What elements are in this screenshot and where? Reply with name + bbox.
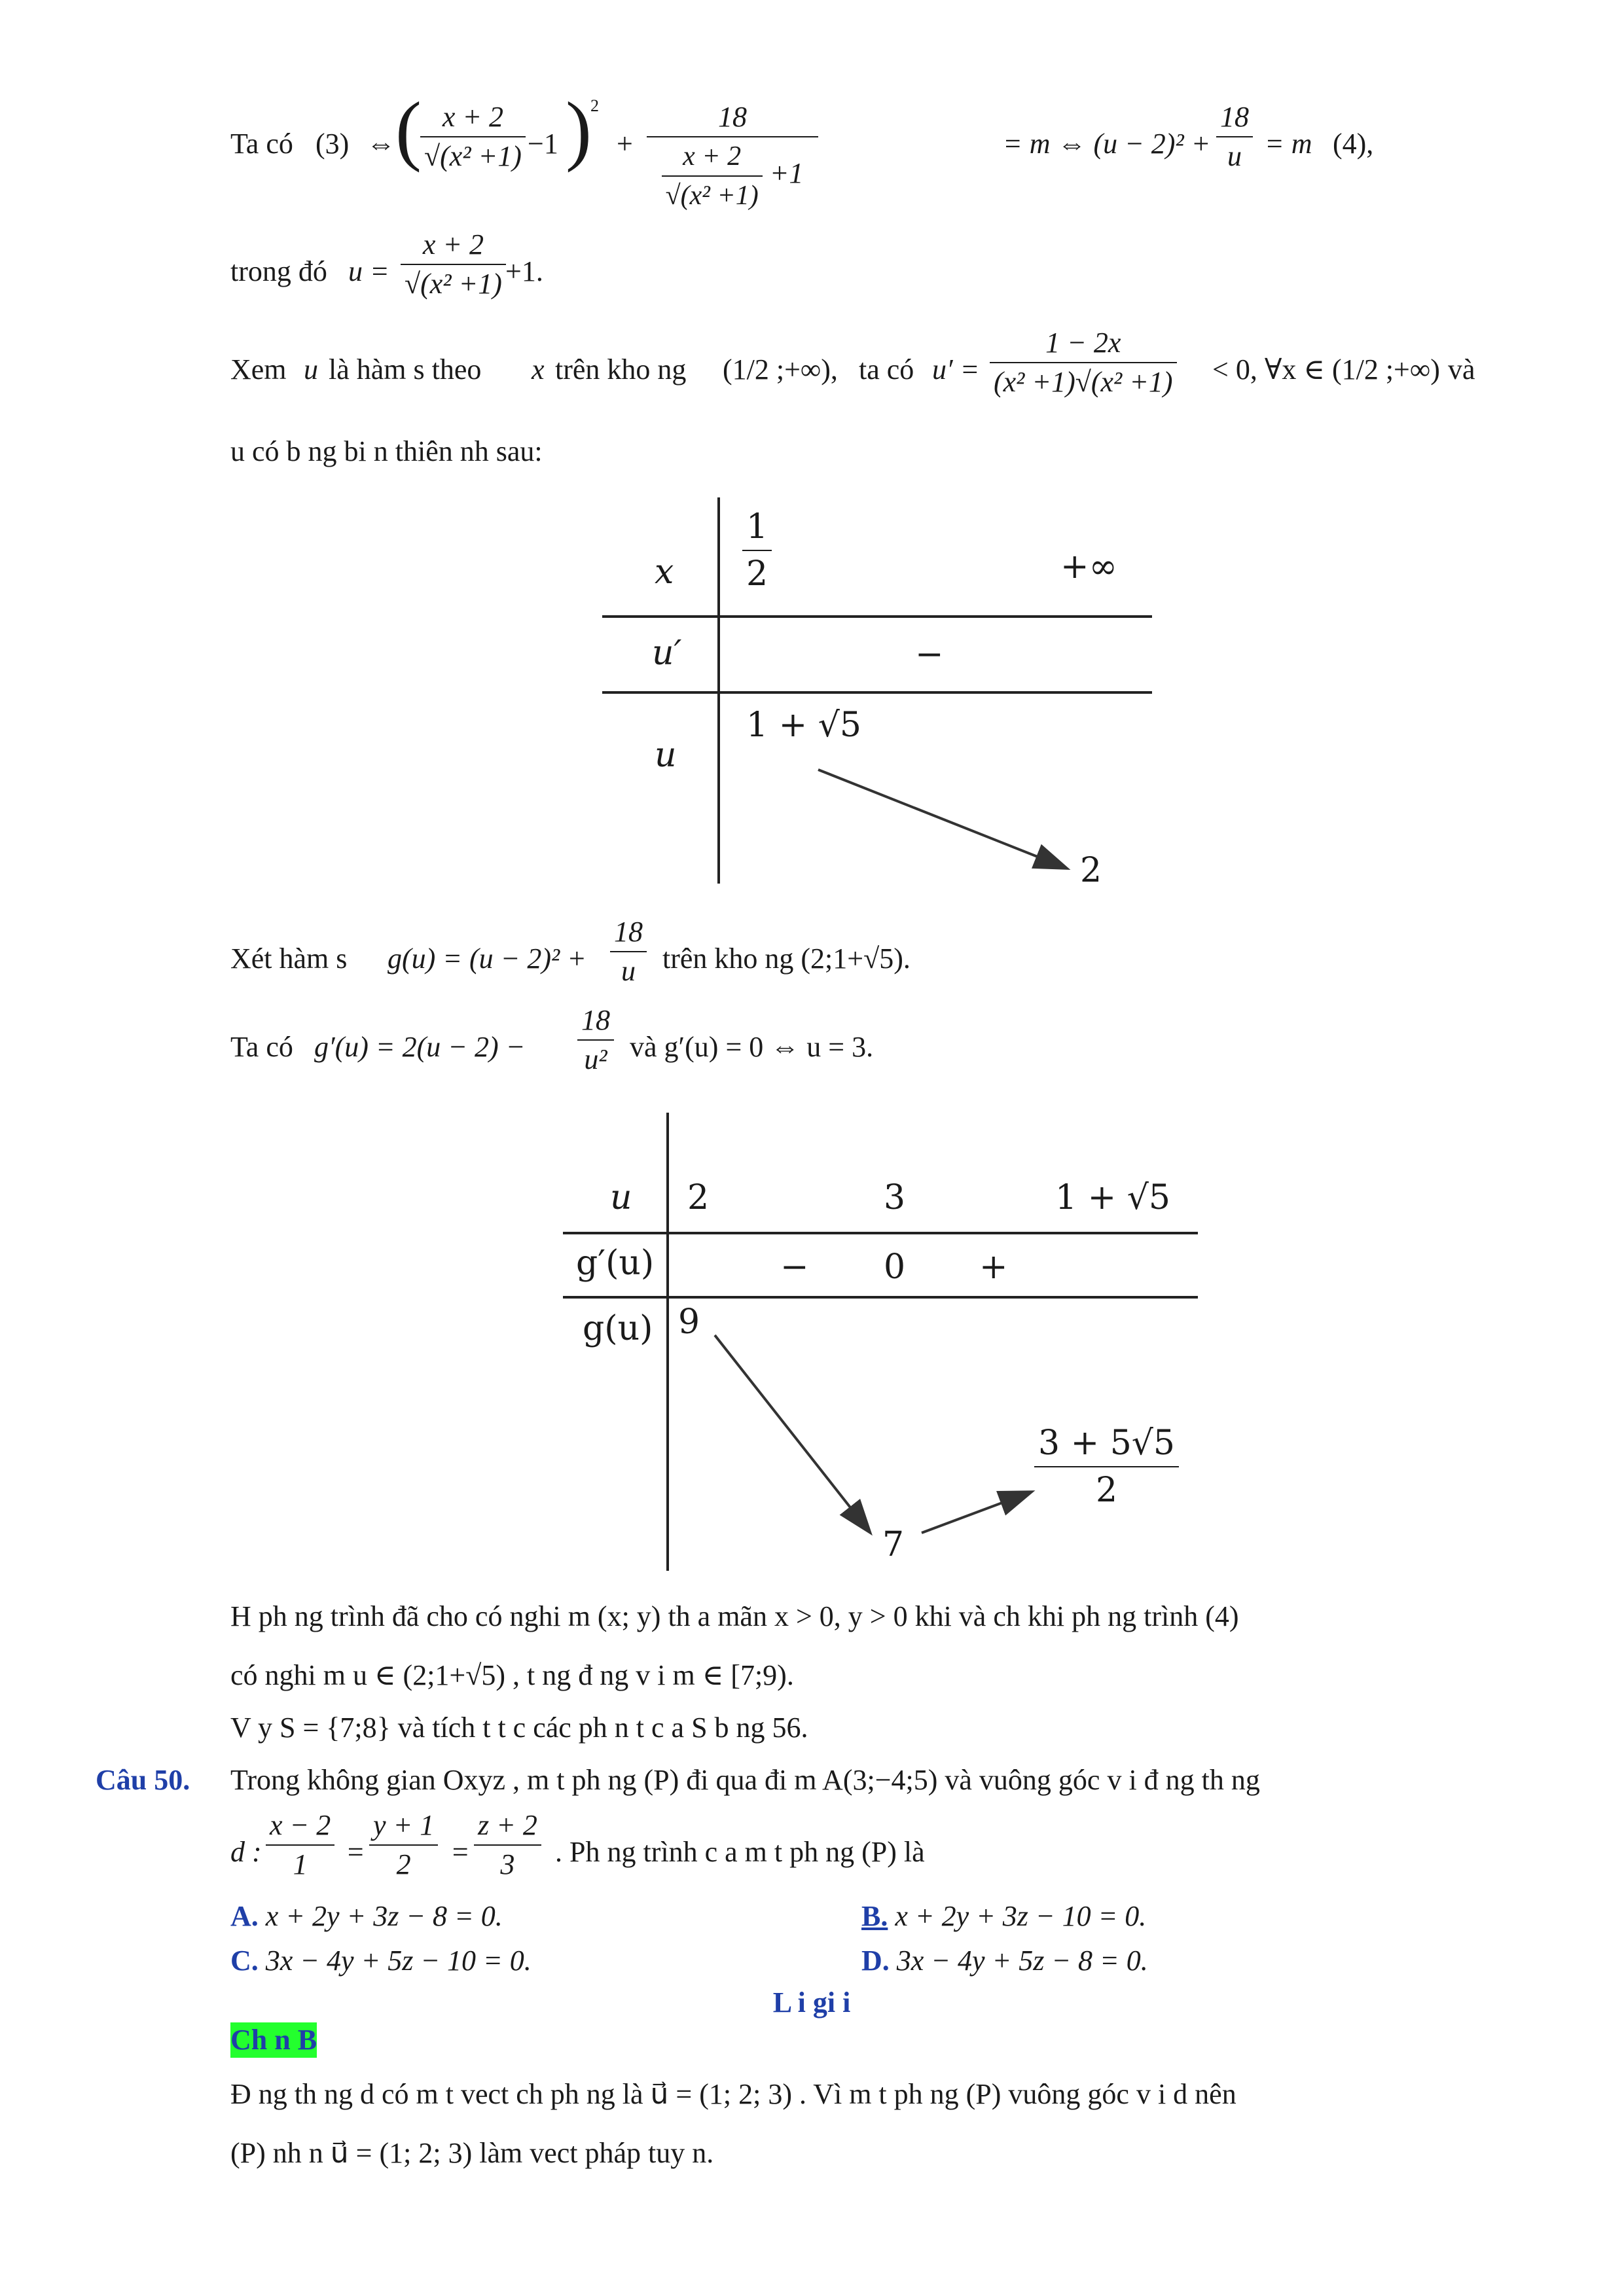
line1-prefix: Ta có bbox=[230, 128, 293, 160]
d-frac-2-num: y + 1 bbox=[369, 1806, 438, 1846]
option-a[interactable] bbox=[230, 1897, 503, 1936]
line3-cond: < 0, ∀x ∈ (1/2 ;+∞) bbox=[1212, 353, 1440, 386]
eq-line-3 bbox=[230, 324, 1500, 416]
line3-uprime: u′ = bbox=[932, 353, 980, 386]
line1-minus1: −1 bbox=[528, 128, 558, 160]
table2-row-gp: g′(u) bbox=[576, 1244, 655, 1283]
option-c[interactable] bbox=[230, 1941, 532, 1981]
line6-gp: g′(u) = 2(u − 2) − bbox=[314, 1031, 526, 1063]
table1-uprime-sign: − bbox=[915, 635, 944, 674]
line5-num: 18 bbox=[610, 913, 647, 952]
option-a-text: x + 2y + 3z − 8 = 0. bbox=[265, 1900, 503, 1932]
option-c-label: C. bbox=[230, 1945, 259, 1977]
d-frac-2-den: 2 bbox=[396, 1848, 411, 1880]
d-frac-3-den: 3 bbox=[500, 1848, 515, 1880]
frac1-den: √(x² +1) bbox=[424, 140, 522, 172]
line2-frac bbox=[401, 226, 506, 303]
table1-x-end: +∞ bbox=[1060, 547, 1117, 586]
frac1 bbox=[420, 98, 526, 175]
line3-x: x bbox=[532, 353, 545, 386]
table2-gp-sign-2: 0 bbox=[884, 1247, 906, 1287]
frac3-den: u bbox=[1227, 140, 1242, 172]
table2-u-val-1: 2 bbox=[687, 1178, 710, 1217]
line3-u: u bbox=[304, 353, 318, 386]
line3-text3: trên kho ng bbox=[555, 353, 687, 386]
solution-chon: Ch n B bbox=[230, 2022, 317, 2058]
line2-num: x + 2 bbox=[401, 226, 506, 265]
option-a-label: A. bbox=[230, 1900, 259, 1932]
table2-u-val-3: 1 + √5 bbox=[1055, 1178, 1170, 1217]
option-b[interactable] bbox=[861, 1897, 1146, 1936]
option-b-label: B. bbox=[861, 1900, 888, 1932]
line3-text1: Xem bbox=[230, 353, 287, 386]
line5-frac bbox=[610, 913, 647, 990]
d-frac-1 bbox=[266, 1806, 334, 1884]
line1-eq-m: = m ⇔ (u − 2)² + bbox=[1003, 128, 1211, 160]
table1-x-start-num: 1 bbox=[742, 504, 772, 551]
d-frac-1-den: 1 bbox=[293, 1848, 308, 1880]
table1-u-start: 1 + √5 bbox=[746, 706, 861, 745]
question-line-1: Trong không gian Oxyz , m t ph ng (P) đi qua đi m A(3;−4;5) và vuông góc v i đ ng th ng bbox=[230, 1764, 1260, 1796]
frac2-inner-num: x + 2 bbox=[662, 137, 763, 177]
line2-suffix: +1. bbox=[505, 255, 543, 287]
frac2-plus1: +1 bbox=[769, 157, 804, 190]
table2-g-start: 9 bbox=[678, 1302, 700, 1342]
frac2-num: 18 bbox=[647, 98, 818, 137]
table2-g-end-den: 2 bbox=[1095, 1471, 1118, 1510]
para-line-1: H ph ng trình đã cho có nghi m (x; y) th a mãn x > 0, y > 0 khi và ch khi ph ng trình (4) bbox=[230, 1600, 1239, 1632]
line3-va: và bbox=[1448, 353, 1475, 386]
table2-g-min: 7 bbox=[882, 1525, 905, 1564]
para-line-3: V y S = {7;8} và tích t t c các ph n t c a S b ng 56. bbox=[230, 1712, 808, 1744]
solution-line-2: (P) nh n u⃗ = (1; 2; 3) làm vect pháp tuy n. bbox=[230, 2137, 714, 2169]
variation-table-1 bbox=[602, 497, 1159, 890]
d-prefix: d : bbox=[230, 1836, 262, 1868]
line-4: u có b ng bi n thiên nh sau: bbox=[230, 435, 543, 467]
para-line-2: có nghi m u ∈ (2;1+√5) , t ng đ ng v i m ∈ [7;9). bbox=[230, 1659, 794, 1691]
table1-arrow-down bbox=[602, 497, 1159, 890]
line2-den: √(x² +1) bbox=[405, 268, 502, 300]
paren-close: ) bbox=[566, 86, 592, 173]
table1-row-u: u bbox=[655, 736, 677, 775]
table2-row-g: g(u) bbox=[583, 1309, 653, 1348]
line5-text: Xét hàm s bbox=[230, 942, 348, 975]
d-frac-3-num: z + 2 bbox=[474, 1806, 541, 1846]
table1-row-uprime: u′ bbox=[652, 634, 682, 673]
line5-tail: trên kho ng (2;1+√5). bbox=[662, 942, 911, 975]
table2-arrows bbox=[563, 1113, 1204, 1584]
table1-u-end: 2 bbox=[1080, 851, 1102, 890]
d-eq-1: = bbox=[346, 1836, 365, 1868]
d-frac-2 bbox=[369, 1806, 438, 1884]
line1-tag4: (4), bbox=[1333, 128, 1374, 160]
line5-den: u bbox=[621, 955, 636, 987]
line3-den: (x² +1)√(x² +1) bbox=[994, 366, 1173, 398]
line6-tail: và g′(u) = 0 ⇔ u = 3. bbox=[630, 1031, 874, 1063]
table2-arrow-up bbox=[922, 1492, 1030, 1533]
line1-tag: (3) bbox=[316, 128, 350, 160]
line3-frac bbox=[990, 324, 1177, 401]
frac2 bbox=[647, 98, 818, 215]
paren-open: ( bbox=[395, 86, 422, 173]
question-label: Câu 50. bbox=[96, 1764, 190, 1796]
table1-x-start-den: 2 bbox=[746, 554, 768, 594]
variation-table-2 bbox=[563, 1113, 1204, 1584]
table2-arrow-down bbox=[715, 1335, 869, 1532]
table2-g-end-num: 3 + 5√5 bbox=[1034, 1420, 1179, 1467]
line1-iff: ⇔ bbox=[367, 128, 395, 160]
line1-plus: + bbox=[617, 128, 633, 160]
d-eq-2: = bbox=[450, 1836, 470, 1868]
line3-text4: ta có bbox=[859, 353, 914, 386]
line3-interval: (1/2 ;+∞), bbox=[723, 353, 838, 386]
line3-num: 1 − 2x bbox=[990, 324, 1177, 363]
line2-u-eq: u = bbox=[348, 255, 389, 287]
line6-num: 18 bbox=[577, 1001, 614, 1041]
option-c-text: 3x − 4y + 5z − 10 = 0. bbox=[265, 1945, 532, 1977]
option-b-text: x + 2y + 3z − 10 = 0. bbox=[895, 1900, 1147, 1932]
table2-gp-sign-3: + bbox=[979, 1247, 1008, 1287]
frac2-den bbox=[647, 137, 818, 215]
table2-gp-sign-1: − bbox=[780, 1247, 809, 1287]
line6-den: u² bbox=[584, 1043, 607, 1075]
frac3-num: 18 bbox=[1216, 98, 1253, 137]
frac3 bbox=[1216, 98, 1253, 175]
table1-row-x: x bbox=[655, 552, 674, 592]
frac1-num: x + 2 bbox=[420, 98, 526, 137]
line3-text2: là hàm s theo bbox=[329, 353, 482, 386]
line6-frac bbox=[577, 1001, 614, 1079]
line1-sq: 2 bbox=[590, 96, 599, 115]
line6-text: Ta có bbox=[230, 1031, 293, 1063]
line1-eq-m2: = m bbox=[1265, 128, 1312, 160]
solution-title: L i gi i bbox=[772, 1986, 851, 2018]
option-d-label: D. bbox=[861, 1945, 890, 1977]
table2-row-u: u bbox=[610, 1178, 632, 1217]
line2-prefix: trong đó bbox=[230, 255, 327, 287]
frac2-inner-den: √(x² +1) bbox=[665, 181, 759, 211]
d-frac-1-num: x − 2 bbox=[266, 1806, 334, 1846]
question-line-2-tail: . Ph ng trình c a m t ph ng (P) là bbox=[555, 1836, 925, 1868]
option-d[interactable] bbox=[861, 1941, 1148, 1981]
d-frac-3 bbox=[474, 1806, 541, 1884]
solution-line-1: Đ ng th ng d có m t vect ch ph ng là u⃗ = (1; 2; 3) . Vì m t ph ng (P) vuông góc v i d nên bbox=[230, 2078, 1236, 2110]
table2-u-val-2: 3 bbox=[884, 1178, 906, 1217]
line5-g: g(u) = (u − 2)² + bbox=[388, 942, 586, 975]
option-d-text: 3x − 4y + 5z − 8 = 0. bbox=[896, 1945, 1148, 1977]
